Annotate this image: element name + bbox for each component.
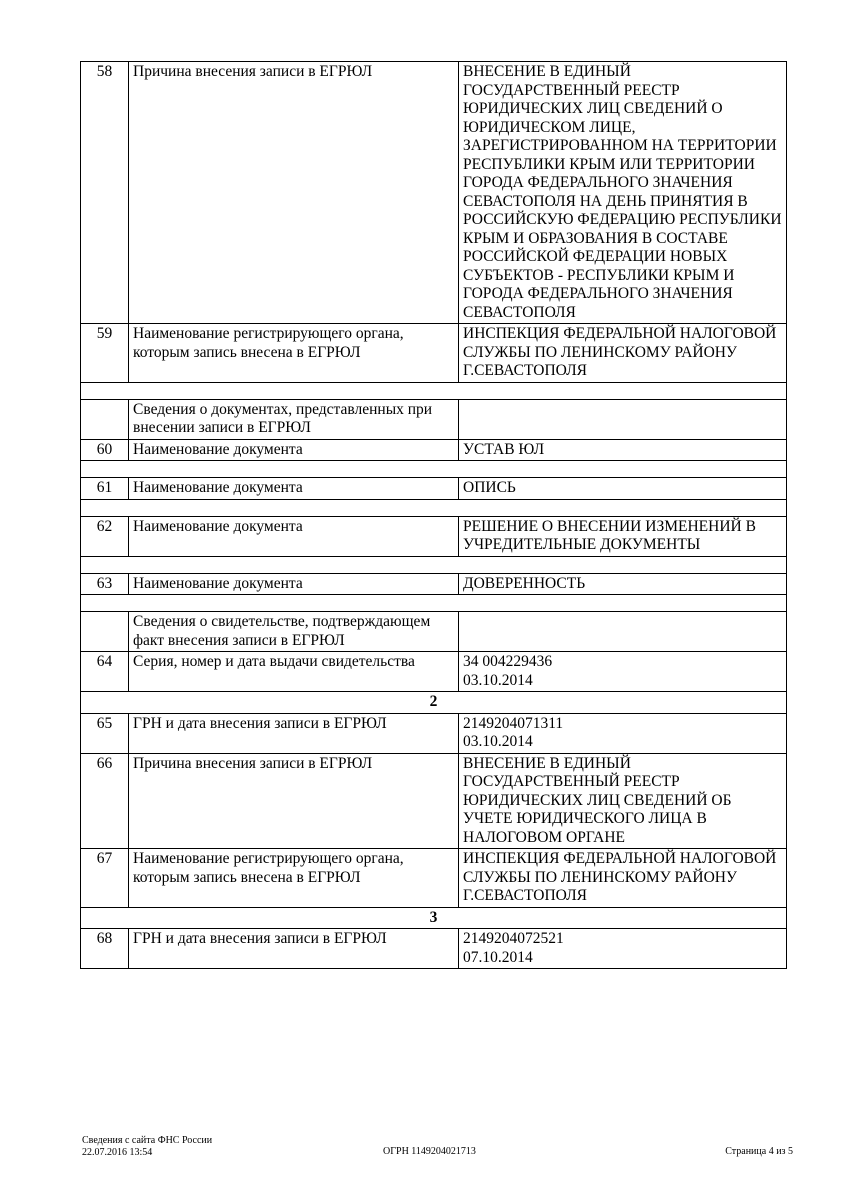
spacer-row <box>81 556 787 573</box>
table-row <box>81 713 787 753</box>
footer-datetime: 22.07.2016 13:54 <box>82 1146 153 1158</box>
grn-date: 03.10.2014 <box>463 733 533 750</box>
section-number: 3 <box>81 907 787 929</box>
row-number <box>81 399 129 439</box>
table-row <box>81 929 787 969</box>
table-row <box>81 516 787 556</box>
certificate-number: 34 004229436 <box>463 653 553 670</box>
row-value <box>459 929 787 969</box>
row-number: 60 <box>81 439 129 461</box>
row-value: ВНЕСЕНИЕ В ЕДИНЫЙ ГОСУДАРСТВЕННЫЙ РЕЕСТР ЮРИДИЧЕСКИХ ЛИЦ СВЕДЕНИЙ ОБ УЧЕТЕ ЮРИДИЧЕСКОГО ЛИЦА В НАЛОГОВОМ ОРГАНЕ <box>459 753 787 849</box>
row-number: 58 <box>81 62 129 324</box>
table-row <box>81 573 787 595</box>
table-row <box>81 478 787 500</box>
table-row <box>81 652 787 692</box>
row-label: Наименование документа <box>129 439 459 461</box>
row-number: 62 <box>81 516 129 556</box>
spacer-row <box>81 595 787 612</box>
table-row <box>81 612 787 652</box>
section-number: 2 <box>81 692 787 714</box>
section-row <box>81 692 787 714</box>
spacer-row <box>81 382 787 399</box>
footer-source-text: Сведения с сайта ФНС России <box>82 1135 213 1146</box>
row-label: Наименование документа <box>129 573 459 595</box>
grn-number: 2149204072521 <box>463 930 564 947</box>
row-value: ВНЕСЕНИЕ В ЕДИНЫЙ ГОСУДАРСТВЕННЫЙ РЕЕСТР ЮРИДИЧЕСКИХ ЛИЦ СВЕДЕНИЙ О ЮРИДИЧЕСКОМ ЛИЦЕ, ЗАРЕГИСТРИРОВАННОМ НА ТЕРРИТОРИИ РЕСПУБЛИКИ КРЫМ ИЛИ ТЕРРИТОРИИ ГОРОДА ФЕДЕРАЛЬНОГО ЗНАЧЕНИЯ СЕВАСТОПОЛЯ НА ДЕНЬ ПРИНЯТИЯ В РОССИЙСКУЮ ФЕДЕРАЦИЮ РЕСПУБЛИКИ КРЫМ И ОБРАЗОВАНИЯ В СОСТАВЕ РОССИЙСКОЙ ФЕДЕРАЦИИ НОВЫХ СУБЪЕКТОВ - РЕСПУБЛИКИ КРЫМ И ГОРОДА ФЕДЕРАЛЬНОГО ЗНАЧЕНИЯ СЕВАСТОПОЛЯ <box>459 62 787 324</box>
row-value <box>459 713 787 753</box>
row-label: Причина внесения записи в ЕГРЮЛ <box>129 753 459 849</box>
row-value: РЕШЕНИЕ О ВНЕСЕНИИ ИЗМЕНЕНИЙ В УЧРЕДИТЕЛЬНЫЕ ДОКУМЕНТЫ <box>459 516 787 556</box>
footer-source <box>82 1135 212 1158</box>
table-row <box>81 849 787 908</box>
row-value <box>459 652 787 692</box>
row-label: Наименование документа <box>129 478 459 500</box>
row-number: 64 <box>81 652 129 692</box>
row-value: ИНСПЕКЦИЯ ФЕДЕРАЛЬНОЙ НАЛОГОВОЙ СЛУЖБЫ ПО ЛЕНИНСКОМУ РАЙОНУ Г.СЕВАСТОПОЛЯ <box>459 324 787 383</box>
table-row <box>81 324 787 383</box>
grn-number: 2149204071311 <box>463 714 564 732</box>
row-label: Причина внесения записи в ЕГРЮЛ <box>129 62 459 324</box>
footer-ogrn: ОГРН 1149204021713 <box>383 1146 476 1157</box>
row-number: 61 <box>81 478 129 500</box>
row-label: Серия, номер и дата выдачи свидетельства <box>129 652 459 692</box>
row-number: 68 <box>81 929 129 969</box>
certificate-date: 03.10.2014 <box>463 671 533 689</box>
row-number: 66 <box>81 753 129 849</box>
row-number: 67 <box>81 849 129 908</box>
table-row <box>81 439 787 461</box>
row-value <box>459 399 787 439</box>
subsection-title: Сведения о документах, представленных при внесении записи в ЕГРЮЛ <box>129 399 459 439</box>
row-number: 65 <box>81 713 129 753</box>
row-value: ДОВЕРЕННОСТЬ <box>459 573 787 595</box>
row-label: Наименование регистрирующего органа, которым запись внесена в ЕГРЮЛ <box>129 324 459 383</box>
row-value <box>459 612 787 652</box>
grn-date: 07.10.2014 <box>463 948 533 966</box>
row-label: ГРН и дата внесения записи в ЕГРЮЛ <box>129 713 459 753</box>
row-value: ОПИСЬ <box>459 478 787 500</box>
spacer-row <box>81 461 787 478</box>
row-label: Наименование документа <box>129 516 459 556</box>
spacer-row <box>81 499 787 516</box>
section-row <box>81 907 787 929</box>
row-label: Наименование регистрирующего органа, которым запись внесена в ЕГРЮЛ <box>129 849 459 908</box>
table-row <box>81 62 787 324</box>
footer-page-number: Страница 4 из 5 <box>725 1146 793 1157</box>
row-number: 59 <box>81 324 129 383</box>
egrul-table <box>80 61 787 969</box>
row-value: УСТАВ ЮЛ <box>459 439 787 461</box>
table-row <box>81 399 787 439</box>
row-label: ГРН и дата внесения записи в ЕГРЮЛ <box>129 929 459 969</box>
subsection-title: Сведения о свидетельстве, подтверждающем факт внесения записи в ЕГРЮЛ <box>129 612 459 652</box>
table-row <box>81 753 787 849</box>
row-number <box>81 612 129 652</box>
row-number: 63 <box>81 573 129 595</box>
row-value: ИНСПЕКЦИЯ ФЕДЕРАЛЬНОЙ НАЛОГОВОЙ СЛУЖБЫ ПО ЛЕНИНСКОМУ РАЙОНУ Г.СЕВАСТОПОЛЯ <box>459 849 787 908</box>
